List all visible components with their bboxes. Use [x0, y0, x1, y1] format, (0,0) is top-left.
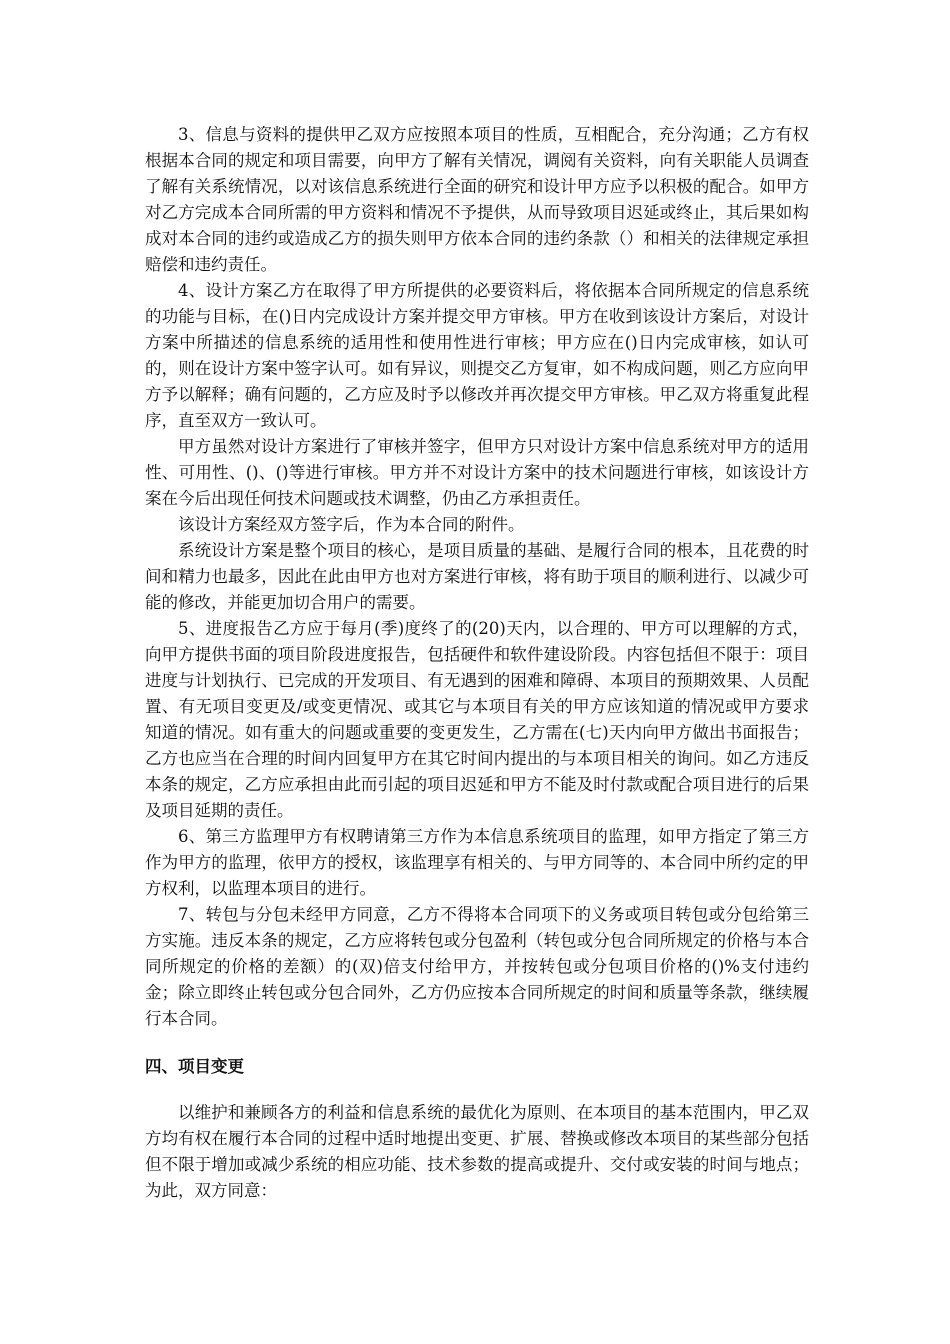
paragraph-design-plan: 4、设计方案乙方在取得了甲方所提供的必要资料后，将依据本合同所规定的信息系统的功能与目标，在()日内完成设计方案并提交甲方审核。甲方在收到该设计方案后，对设计方案中所描述的信息系统的适用性和使用性进行审核；甲方应在()日内完成审核，如认可的，则在设计方案中签字认可。如有异议，则提交乙方复审，如不构成问题，则乙方应向甲方予以解释；确有问题的，乙方应及时予以修改并再次提交甲方审核。甲乙双方将重复此程序，直至双方一致认可。: [145, 281, 809, 430]
paragraph-design-importance: 系统设计方案是整个项目的核心，是项目质量的基础、是履行合同的根本，且花费的时间和精力也最多，因此在此由甲方也对方案进行审核，将有助于项目的顺利进行、以减少可能的修改，并能更加切合用户的需要。: [145, 541, 809, 612]
document-page: [145, 122, 809, 1204]
paragraph-design-attachment: 该设计方案经双方签字后，作为本合同的附件。: [178, 515, 525, 534]
paragraph-third-party-supervision: 6、第三方监理甲方有权聘请第三方作为本信息系统项目的监理，如甲方指定了第三方作为甲方的监理，依甲方的授权，该监理享有相关的、与甲方同等的、本合同中所约定的甲方权利，以监理本项目的进行。: [145, 827, 809, 898]
paragraph-project-change: 以维护和兼顾各方的利益和信息系统的最优化为原则、在本项目的基本范围内，甲乙双方均有权在履行本合同的过程中适时地提出变更、扩展、替换或修改本项目的某些部分包括但不限于增加或减少系统的相应功能、技术参数的提高或提升、交付或安装的时间与地点；为此，双方同意：: [145, 1103, 809, 1200]
paragraph-info-provision: 3、信息与资料的提供甲乙双方应按照本项目的性质，互相配合，充分沟通；乙方有权根据本合同的规定和项目需要，向甲方了解有关情况，调阅有关资料，向有关职能人员调查了解有关系统情况，以对该信息系统进行全面的研究和设计甲方应予以积极的配合。如甲方对乙方完成本合同所需的甲方资料和情况不予提供，从而导致项目迟延或终止，其后果如构成对本合同的违约或造成乙方的损失则甲方依本合同的违约条款（）和相关的法律规定承担赔偿和违约责任。: [145, 125, 809, 274]
paragraph-progress-report: 5、进度报告乙方应于每月(季)度终了的(20)天内，以合理的、甲方可以理解的方式，向甲方提供书面的项目阶段进度报告，包括硬件和软件建设阶段。内容包括但不限于：项目进度与计划执行、已完成的开发项目、有无遇到的困难和障碍、本项目的预期效果、人员配置、有无项目变更及/或变更情况、或其它与本项目有关的甲方应该知道的情况或甲方要求知道的情况。如有重大的问题或重要的变更发生，乙方需在(七)天内向甲方做出书面报告；乙方也应当在合理的时间内回复甲方在其它时间内提出的与本项目相关的询问。如乙方违反本条的规定，乙方应承担由此而引起的项目迟延和甲方不能及时付款或配合项目进行的后果及项目延期的责任。: [145, 619, 809, 820]
paragraph-design-review-scope: 甲方虽然对设计方案进行了审核并签字，但甲方只对设计方案中信息系统对甲方的适用性、可用性、()、()等进行审核。甲方并不对设计方案中的技术问题进行审核，如该设计方案在今后出现任何技术问题或技术调整，仍由乙方承担责任。: [145, 437, 809, 508]
section-heading: 四、项目变更: [145, 1057, 244, 1076]
paragraph-subcontracting: 7、转包与分包未经甲方同意，乙方不得将本合同项下的义务或项目转包或分包给第三方实施。违反本条的规定，乙方应将转包或分包盈利（转包或分包合同所规定的价格与本合同所规定的价格的差额）的(双)倍支付给甲方，并按转包或分包项目价格的()%支付违约金；除立即终止转包或分包合同外，乙方仍应按本合同所规定的时间和质量等条款，继续履行本合同。: [145, 905, 809, 1028]
